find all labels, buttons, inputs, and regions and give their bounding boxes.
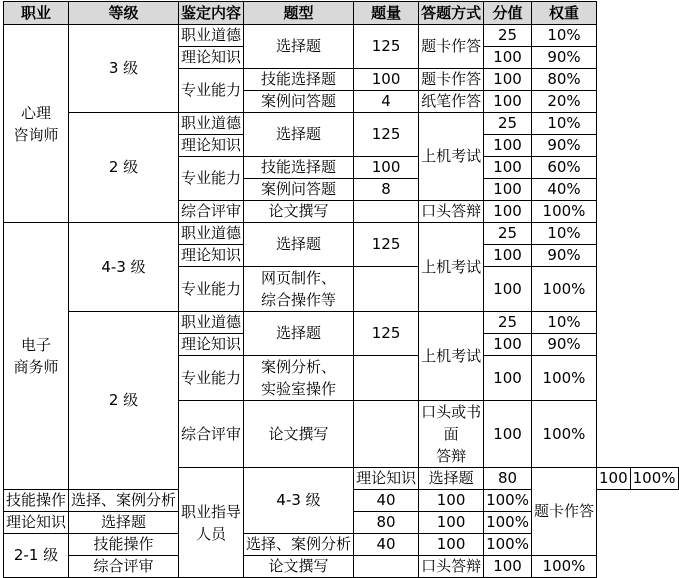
table-cell: 选择题 (69, 512, 179, 534)
table-cell: 理论知识 (354, 468, 419, 490)
table-cell: 选择题 (244, 113, 354, 157)
table-cell: 选择、案例分析 (69, 490, 179, 512)
table-cell: 125 (354, 25, 419, 69)
table-cell: 125 (354, 223, 419, 267)
table-cell: 100% (484, 512, 532, 534)
table-cell: 100% (531, 267, 596, 312)
table-cell: 10% (531, 223, 596, 245)
table-cell: 100 (484, 267, 532, 312)
table-cell: 纸笔作答 (419, 91, 484, 113)
table-cell: 专业能力 (179, 69, 244, 113)
header-level: 等级 (69, 2, 179, 25)
table-cell: 100% (531, 556, 596, 578)
table-row (4, 25, 679, 47)
table-cell: 上机考试 (419, 312, 484, 401)
table-cell: 100 (419, 534, 484, 556)
table-cell: 3 级 (69, 25, 179, 113)
table-cell: 理论知识 (179, 135, 244, 157)
header-content: 鉴定内容 (179, 2, 244, 25)
table-cell: 8 (354, 179, 419, 201)
table-cell: 理论知识 (179, 334, 244, 356)
table-cell: 技能操作 (69, 534, 179, 556)
table-cell: 案例问答题 (244, 91, 354, 113)
table-cell: 100 (484, 179, 532, 201)
table-cell: 100 (484, 356, 532, 401)
table-cell (354, 356, 419, 401)
header-occupation: 职业 (4, 2, 69, 25)
table-cell: 理论知识 (179, 245, 244, 267)
table-cell: 25 (484, 25, 532, 47)
table-cell: 专业能力 (179, 356, 244, 401)
table-cell: 100 (419, 490, 484, 512)
table-cell: 10% (531, 113, 596, 135)
table-cell: 职业道德 (179, 312, 244, 334)
table-cell: 4 (354, 91, 419, 113)
table-cell: 心理 咨询师 (4, 25, 69, 223)
table-cell: 网页制作、 综合操作等 (244, 267, 354, 312)
table-cell: 理论知识 (179, 47, 244, 69)
table-cell: 2 级 (69, 312, 179, 490)
table-cell: 100 (597, 468, 631, 490)
table-cell: 案例问答题 (244, 179, 354, 201)
table-cell: 选择题 (244, 25, 354, 69)
table-cell: 100% (531, 401, 596, 468)
table-cell: 100 (484, 157, 532, 179)
table-cell: 125 (354, 312, 419, 356)
table-cell: 职业指导 人员 (179, 468, 244, 578)
table-cell: 2 级 (69, 113, 179, 223)
table-cell: 80 (484, 468, 532, 490)
table-cell: 2-1 级 (4, 534, 69, 578)
table-cell: 40 (354, 534, 419, 556)
table-cell: 100% (484, 490, 532, 512)
table-cell: 论文撰写 (244, 556, 354, 578)
table-cell: 4-3 级 (244, 468, 354, 534)
header-weight: 权重 (531, 2, 596, 25)
table-cell: 100 (484, 47, 532, 69)
table-cell (354, 401, 419, 468)
table-cell: 技能选择题 (244, 69, 354, 91)
table-cell: 25 (484, 223, 532, 245)
table-cell: 100% (484, 534, 532, 556)
table-cell: 100% (531, 201, 596, 223)
table-cell: 90% (531, 135, 596, 157)
table-cell: 100 (484, 334, 532, 356)
table-cell: 理论知识 (4, 512, 69, 534)
table-cell (354, 267, 419, 312)
table-cell: 技能选择题 (244, 157, 354, 179)
header-score: 分值 (484, 2, 532, 25)
table-cell: 100 (484, 91, 532, 113)
table-cell: 选择、案例分析 (244, 534, 354, 556)
table-row (4, 312, 679, 334)
table-cell: 选择题 (419, 468, 484, 490)
table-cell: 125 (354, 113, 419, 157)
table-cell: 综合评审 (69, 556, 179, 578)
table-cell: 100 (354, 157, 419, 179)
table-cell: 上机考试 (419, 223, 484, 312)
table-cell: 25 (484, 113, 532, 135)
table-cell: 90% (531, 334, 596, 356)
table-cell: 专业能力 (179, 157, 244, 201)
table-cell: 综合评审 (179, 201, 244, 223)
table-cell: 20% (531, 91, 596, 113)
table-row (4, 113, 679, 135)
header-answer-method: 答题方式 (419, 2, 484, 25)
exam-table (3, 1, 679, 578)
table-cell: 选择题 (244, 312, 354, 356)
table-cell: 100% (630, 468, 678, 490)
table-cell (354, 556, 419, 578)
table-body (4, 25, 679, 578)
table-cell: 职业道德 (179, 223, 244, 245)
table-cell: 题卡作答 (419, 25, 484, 69)
table-cell: 口头答辩 (419, 556, 484, 578)
table-cell: 100 (484, 69, 532, 91)
table-cell: 论文撰写 (244, 401, 354, 468)
table-cell: 10% (531, 312, 596, 334)
table-cell: 技能操作 (4, 490, 69, 512)
table-cell: 100 (484, 201, 532, 223)
table-cell: 上机考试 (419, 113, 484, 201)
table-cell: 100 (484, 135, 532, 157)
table-cell: 10% (531, 25, 596, 47)
table-row (4, 223, 679, 245)
table-cell: 题卡作答 (419, 69, 484, 91)
table-cell: 40% (531, 179, 596, 201)
table-cell: 题卡作答 (531, 468, 596, 556)
table-cell: 90% (531, 245, 596, 267)
table-cell: 25 (484, 312, 532, 334)
table-cell (354, 201, 419, 223)
table-cell: 综合评审 (179, 401, 244, 468)
table-cell: 40 (354, 490, 419, 512)
table-cell: 100 (419, 512, 484, 534)
table-cell: 100 (354, 69, 419, 91)
table-cell: 100% (531, 356, 596, 401)
table-cell: 80 (354, 512, 419, 534)
header-question-count: 题量 (354, 2, 419, 25)
table-cell: 选择题 (244, 223, 354, 267)
header-row (4, 2, 679, 25)
header-question-type: 题型 (244, 2, 354, 25)
table-cell: 案例分析、 实验室操作 (244, 356, 354, 401)
table-cell: 100 (484, 556, 532, 578)
table-row (4, 556, 679, 578)
table-cell: 4-3 级 (69, 223, 179, 312)
table-cell: 口头或书面 答辩 (419, 401, 484, 468)
table-cell: 100 (484, 401, 532, 468)
table-cell: 100 (484, 245, 532, 267)
table-cell: 60% (531, 157, 596, 179)
table-cell: 论文撰写 (244, 201, 354, 223)
table-cell: 专业能力 (179, 267, 244, 312)
table-cell: 80% (531, 69, 596, 91)
table-cell: 职业道德 (179, 25, 244, 47)
table-cell: 90% (531, 47, 596, 69)
table-cell: 电子 商务师 (4, 223, 69, 490)
table-cell: 口头答辩 (419, 201, 484, 223)
table-cell: 职业道德 (179, 113, 244, 135)
